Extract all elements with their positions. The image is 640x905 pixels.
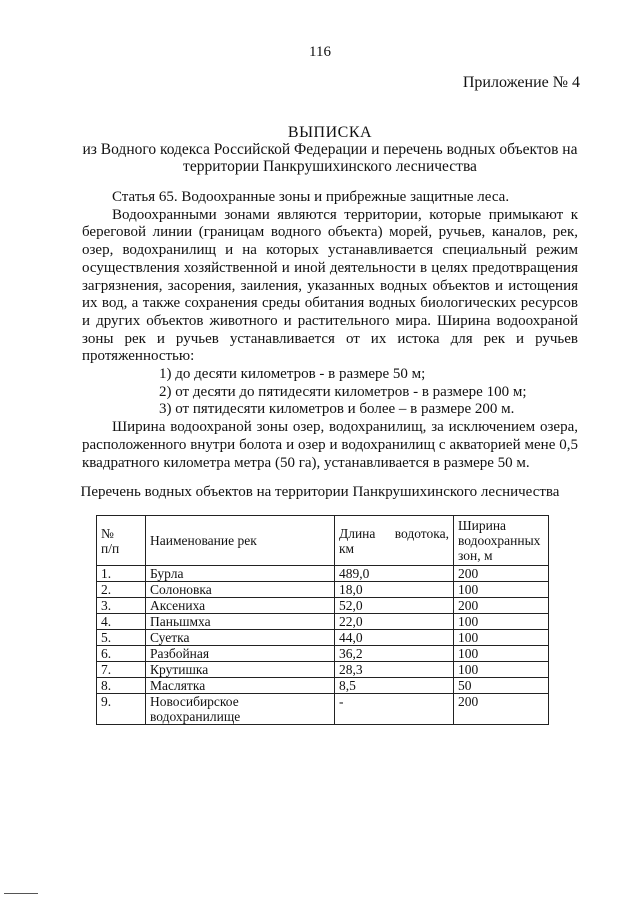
- article-heading: Статья 65. Водоохранные зоны и прибрежные защитные леса.: [112, 189, 510, 205]
- cell-length: 22,0: [335, 614, 454, 630]
- header-number-line-2: п/п: [101, 540, 120, 556]
- cell-name: Бурла: [146, 566, 335, 582]
- table-title: Перечень водных объектов на территории Панкрушихинского лесничества: [80, 484, 560, 500]
- cell-width: 100: [454, 582, 549, 598]
- table-row: [97, 662, 549, 678]
- water-objects-table: [96, 515, 549, 725]
- cell-number: 5.: [97, 630, 146, 646]
- header-width-line-3: зон, м: [458, 548, 493, 563]
- table-row: [97, 630, 549, 646]
- table-row: [97, 694, 549, 725]
- cell-width: 200: [454, 694, 549, 725]
- cell-number: 2.: [97, 582, 146, 598]
- header-width-line-1: Ширина: [458, 518, 507, 533]
- header-number: [97, 516, 146, 566]
- cell-length: -: [335, 694, 454, 725]
- cell-length: 8,5: [335, 678, 454, 694]
- cell-number: 8.: [97, 678, 146, 694]
- document-title: [80, 124, 580, 175]
- table-header-row: [97, 516, 549, 566]
- scan-edge-mark: [4, 893, 38, 894]
- title-line-2: территории Панкрушихинского лесничества: [183, 158, 477, 175]
- table-row: [97, 678, 549, 694]
- header-length-unit: км: [339, 540, 355, 556]
- header-name: Наименование рек: [146, 516, 335, 566]
- page-number: 116: [309, 44, 331, 60]
- cell-width: 100: [454, 630, 549, 646]
- cell-name: Солоновка: [146, 582, 335, 598]
- cell-width: 200: [454, 566, 549, 582]
- cell-length: 52,0: [335, 598, 454, 614]
- cell-number: 6.: [97, 646, 146, 662]
- body-text: [82, 189, 578, 472]
- cell-name: Маслятка: [146, 678, 335, 694]
- title-line-1: из Водного кодекса Российской Федерации и перечень водных объектов на: [82, 141, 578, 158]
- table-row: [97, 582, 549, 598]
- table-row: [97, 646, 549, 662]
- cell-width: 100: [454, 646, 549, 662]
- cell-length: 44,0: [335, 630, 454, 646]
- table-row: [97, 598, 549, 614]
- table-row: [97, 566, 549, 582]
- cell-name: Новосибирское водохранилище: [146, 694, 335, 725]
- cell-number: 4.: [97, 614, 146, 630]
- appendix-label: Приложение № 4: [462, 74, 580, 91]
- header-number-line-1: №: [101, 525, 114, 541]
- cell-name: Аксениха: [146, 598, 335, 614]
- cell-name: Разбойная: [146, 646, 335, 662]
- cell-name: Паньшмха: [146, 614, 335, 630]
- cell-name: Крутишка: [146, 662, 335, 678]
- list-item-3: 3) от пятидесяти километров и более – в размере 200 м.: [159, 401, 515, 418]
- cell-length: 18,0: [335, 582, 454, 598]
- cell-number: 9.: [97, 694, 146, 725]
- cell-length: 489,0: [335, 566, 454, 582]
- cell-length: 36,2: [335, 646, 454, 662]
- title-main: ВЫПИСКА: [287, 124, 373, 141]
- cell-width: 100: [454, 662, 549, 678]
- header-width-line-2: водоохранных: [458, 533, 541, 548]
- table-row: [97, 614, 549, 630]
- header-width: [454, 516, 549, 566]
- cell-name: Суетка: [146, 630, 335, 646]
- cell-number: 7.: [97, 662, 146, 678]
- cell-number: 1.: [97, 566, 146, 582]
- cell-length: 28,3: [335, 662, 454, 678]
- cell-number: 3.: [97, 598, 146, 614]
- cell-width: 100: [454, 614, 549, 630]
- cell-width: 200: [454, 598, 549, 614]
- header-length-word-2: водотока,: [394, 525, 449, 541]
- cell-width: 50: [454, 678, 549, 694]
- paragraph-2: Ширина водоохраной зоны озер, водохранилищ, за исключением озера, расположенного внутри болота и озер и водохранилищ с акваторией мене 0,5 квадратного километра метра (50 га), устанавливается в размере 50 м.: [82, 419, 578, 471]
- list-item-1: 1) до десяти километров - в размере 50 м;: [159, 366, 426, 383]
- list-item-2: 2) от десяти до пятидесяти километров - в размере 100 м;: [159, 383, 527, 400]
- header-length: [335, 516, 454, 566]
- header-length-word-1: Длина: [339, 525, 376, 541]
- paragraph-1: Водоохранными зонами являются территории, которые примыкают к береговой линии (границам водного объекта) морей, ручьев, каналов, рек, озер, водохранилищ и на которых устанавливается специальный режим осуществления хозяйственной и иной деятельности в целях предотвращения загрязнения, засорения, заиления, указанных водных объектов и истощения их вод, а также сохранения среды обитания водных биологических ресурсов и других объектов животного и растительного мира. Ширина водоохраной зоны рек и ручьев устанавливается от их истока для рек и ручьев протяженностью:: [82, 206, 578, 365]
